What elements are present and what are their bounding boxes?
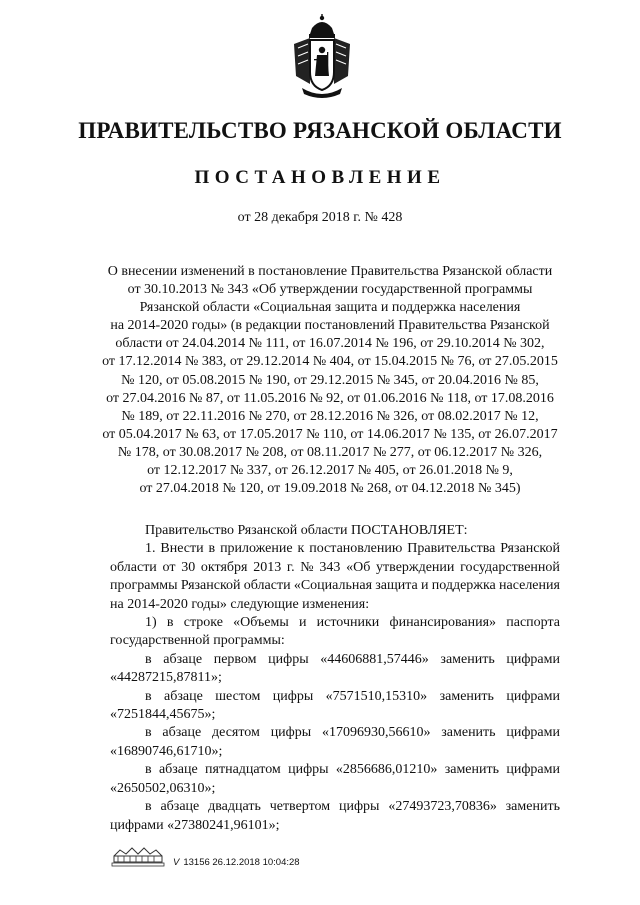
word: цифры <box>270 725 312 741</box>
word: абзаце <box>162 725 202 741</box>
word: защита <box>375 578 418 594</box>
word: первом <box>213 651 257 667</box>
item-1-line-3 <box>110 577 560 595</box>
ryazan-coat-of-arms-icon <box>288 14 356 100</box>
paragraph-change-4-line-1 <box>110 761 560 779</box>
paragraph-change-4-line-2: «2650502,06310»; <box>110 780 216 796</box>
word: в <box>166 615 174 631</box>
word: населения <box>499 578 560 594</box>
word: цифры <box>268 651 309 667</box>
printing-house-stamp-icon <box>110 844 165 868</box>
word: государственной <box>460 559 560 575</box>
word: от <box>162 559 176 575</box>
subitem-1-line-1 <box>110 614 560 632</box>
paragraph-change-5-line-1 <box>110 798 560 816</box>
word: октября <box>200 559 248 575</box>
subject-line: № 189, от 22.11.2016 № 270, от 28.12.2016 № 326, от 08.02.2017 № 12, <box>121 408 539 424</box>
word: постановлению <box>309 541 403 557</box>
word: десятом <box>212 725 260 741</box>
resolves-line: Правительство Рязанской области ПОСТАНОВЛЯЕТ: <box>145 523 468 538</box>
word: в <box>145 688 152 704</box>
government-title: ПРАВИТЕЛЬСТВО РЯЗАНСКОЙ ОБЛАСТИ <box>78 118 562 143</box>
word: в <box>145 725 152 741</box>
word: и <box>421 578 429 594</box>
document-type: ПОСТАНОВЛЕНИЕ <box>194 167 446 188</box>
subject-line: Рязанской области «Социальная защита и поддержка населения <box>139 300 521 316</box>
resolution-body <box>110 522 560 835</box>
subject-line: от 05.04.2017 № 63, от 17.05.2017 № 110, от 14.06.2017 № 135, от 26.07.2017 <box>102 426 558 442</box>
item-1-line-1 <box>110 540 560 558</box>
word: «2856686,01210» <box>335 762 438 778</box>
word: программы <box>110 578 178 594</box>
resolution-subject <box>100 263 560 498</box>
word: двадцать <box>208 799 261 815</box>
word: цифрами <box>506 688 560 704</box>
subject-line: от 12.12.2017 № 337, от 26.12.2017 № 405, от 26.01.2018 № 9, <box>147 463 513 479</box>
word: пятнадцатом <box>205 762 281 778</box>
word: заменить <box>439 688 494 704</box>
word: шестом <box>215 688 261 704</box>
word: цифры <box>288 762 329 778</box>
subject-line: от 27.04.2016 № 87, от 11.05.2016 № 92, от 01.06.2016 № 118, от 17.08.2016 <box>106 390 554 406</box>
word: области <box>243 578 291 594</box>
word: заменить <box>441 725 496 741</box>
word: «7571510,15310» <box>325 688 428 704</box>
word: 2013 <box>253 559 282 575</box>
item-1-line-2 <box>110 559 560 577</box>
subject-line: области от 24.04.2014 № 111, от 16.07.2014 № 196, от 29.10.2014 № 302, <box>115 336 545 352</box>
word: финансирования» <box>389 615 497 631</box>
paragraph-change-1-line-2: «44287215,87811»; <box>110 670 222 686</box>
word: «44606881,57446» <box>320 651 429 667</box>
item-1-line-4: на 2014-2020 годы» следующие изменения: <box>110 596 370 612</box>
word: цифрами <box>506 762 560 778</box>
paragraph-change-3-line-1 <box>110 724 560 742</box>
word: цифры <box>272 688 314 704</box>
word: абзаце <box>160 799 200 815</box>
subject-line: от 30.10.2013 № 343 «Об утверждении государственной программы <box>127 282 533 298</box>
word: абзаце <box>158 762 198 778</box>
word: Внести <box>160 541 204 557</box>
word: четвертом <box>269 799 331 815</box>
word: заменить <box>505 799 560 815</box>
word: заменить <box>444 762 500 778</box>
word: Рязанской <box>180 578 241 594</box>
paragraph-change-2-line-2: «7251844,45675»; <box>110 707 216 723</box>
word: в <box>145 799 152 815</box>
word: утверждении <box>376 559 455 575</box>
subject-line: № 120, от 05.08.2015 № 190, от 29.12.2015 № 345, от 20.04.2016 № 85, <box>121 372 539 388</box>
word: «Объемы <box>233 615 289 631</box>
word: абзаце <box>163 651 203 667</box>
word: Правительства <box>407 541 496 557</box>
registration-number <box>173 857 300 868</box>
word: в <box>145 762 152 778</box>
word: источники <box>316 615 380 631</box>
word: цифрами <box>506 725 560 741</box>
word: «Социальная <box>293 578 373 594</box>
paragraph-change-3-line-2: «16890746,61710»; <box>110 743 223 759</box>
word: Рязанской <box>500 541 560 557</box>
document-date-number: от 28 декабря 2018 г. № 428 <box>237 210 403 225</box>
document-footer <box>110 844 330 874</box>
word: 30 <box>181 559 196 575</box>
word: в <box>208 541 216 557</box>
word: цифрами <box>506 651 560 667</box>
subject-line: на 2014-2020 годы» (в редакции постановлений Правительства Рязанской <box>110 318 550 334</box>
word: г. <box>286 559 295 575</box>
word: «Об <box>346 559 371 575</box>
word: «27493723,70836» <box>388 799 497 815</box>
subject-line: № 178, от 30.08.2017 № 208, от 08.11.2017 № 277, от 06.12.2017 № 326, <box>117 444 543 460</box>
paragraph-change-2-line-1 <box>110 688 560 706</box>
subject-line: от 17.12.2014 № 383, от 29.12.2014 № 404, от 15.04.2015 № 76, от 27.05.2015 <box>102 354 558 370</box>
word: 343 <box>319 559 341 575</box>
subject-line: О внесении изменений в постановление Правительства Рязанской области <box>107 264 553 279</box>
word: цифры <box>339 799 380 815</box>
word: области <box>110 559 157 575</box>
subject-line: от 27.04.2018 № 120, от 19.09.2018 № 268, от 04.12.2018 № 345) <box>139 481 521 497</box>
word: строке <box>183 615 223 631</box>
registration-mark: V <box>173 857 180 868</box>
word: заменить <box>440 651 495 667</box>
subitem-1-line-2: государственной программы: <box>110 633 285 649</box>
word: абзаце <box>164 688 203 704</box>
paragraph-change-5-line-2: цифрами «27380241,96101»; <box>110 817 280 833</box>
word: 1) <box>145 615 157 631</box>
word: 1. <box>145 541 156 557</box>
registration-stamp-text: 13156 26.12.2018 10:04:28 <box>183 857 300 868</box>
word: приложение <box>220 541 293 557</box>
word: «17096930,56610» <box>321 725 431 741</box>
word: паспорта <box>506 615 560 631</box>
paragraph-change-1-line-1 <box>110 651 560 669</box>
word: в <box>145 651 152 667</box>
word: поддержка <box>431 578 496 594</box>
word: к <box>297 541 305 557</box>
word: № <box>300 559 314 575</box>
word: и <box>298 615 307 631</box>
